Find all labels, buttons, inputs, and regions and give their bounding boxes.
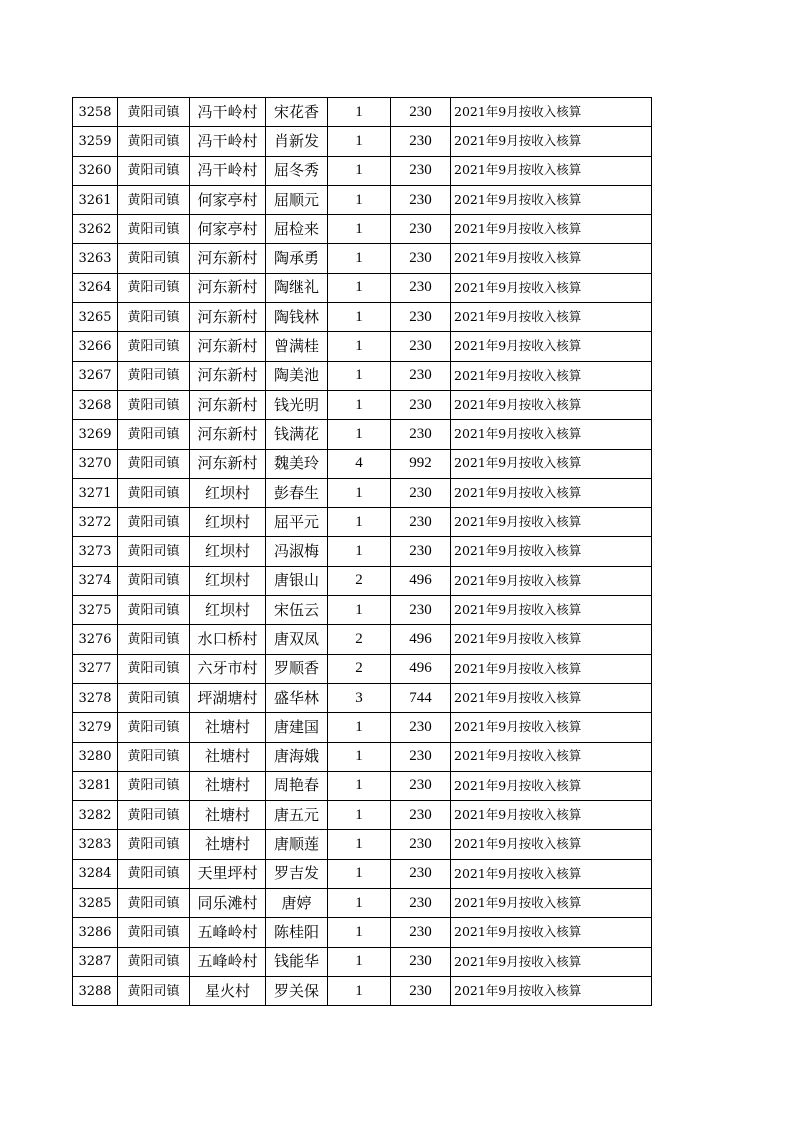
name-cell: 陶美池 [266, 361, 328, 390]
table-row [73, 683, 652, 712]
note-cell: 2021年9月按收入核算 [451, 683, 652, 712]
note-cell: 2021年9月按收入核算 [451, 244, 652, 273]
table-row [73, 244, 652, 273]
village-cell: 河东新村 [190, 273, 266, 302]
amount-cell: 230 [391, 215, 451, 244]
record-id-cell: 3275 [73, 596, 118, 625]
table-row [73, 361, 652, 390]
amount-cell: 230 [391, 742, 451, 771]
record-id-cell: 3273 [73, 537, 118, 566]
amount-cell: 992 [391, 449, 451, 478]
name-cell: 唐顺莲 [266, 830, 328, 859]
household-count-cell: 1 [328, 156, 391, 185]
household-count-cell: 1 [328, 98, 391, 127]
note-cell: 2021年9月按收入核算 [451, 420, 652, 449]
table-row [73, 478, 652, 507]
town-cell: 黄阳司镇 [118, 625, 190, 654]
table-row [73, 215, 652, 244]
household-count-cell: 2 [328, 625, 391, 654]
household-count-cell: 1 [328, 273, 391, 302]
record-id-cell: 3276 [73, 625, 118, 654]
table-row [73, 713, 652, 742]
household-count-cell: 1 [328, 713, 391, 742]
household-count-cell: 1 [328, 420, 391, 449]
name-cell: 唐海娥 [266, 742, 328, 771]
amount-cell: 230 [391, 976, 451, 1005]
note-cell: 2021年9月按收入核算 [451, 478, 652, 507]
household-count-cell: 1 [328, 596, 391, 625]
village-cell: 红坝村 [190, 596, 266, 625]
record-id-cell: 3277 [73, 654, 118, 683]
table-row [73, 420, 652, 449]
note-cell: 2021年9月按收入核算 [451, 273, 652, 302]
record-id-cell: 3283 [73, 830, 118, 859]
record-id-cell: 3260 [73, 156, 118, 185]
amount-cell: 496 [391, 654, 451, 683]
village-cell: 何家亭村 [190, 185, 266, 214]
village-cell: 天里坪村 [190, 859, 266, 888]
name-cell: 唐银山 [266, 566, 328, 595]
name-cell: 陶继礼 [266, 273, 328, 302]
town-cell: 黄阳司镇 [118, 303, 190, 332]
household-count-cell: 1 [328, 332, 391, 361]
table-row [73, 537, 652, 566]
town-cell: 黄阳司镇 [118, 976, 190, 1005]
household-count-cell: 1 [328, 889, 391, 918]
name-cell: 钱能华 [266, 947, 328, 976]
note-cell: 2021年9月按收入核算 [451, 98, 652, 127]
table-row [73, 390, 652, 419]
table-row [73, 303, 652, 332]
village-cell: 河东新村 [190, 303, 266, 332]
town-cell: 黄阳司镇 [118, 185, 190, 214]
note-cell: 2021年9月按收入核算 [451, 889, 652, 918]
note-cell: 2021年9月按收入核算 [451, 303, 652, 332]
record-id-cell: 3269 [73, 420, 118, 449]
note-cell: 2021年9月按收入核算 [451, 947, 652, 976]
amount-cell: 230 [391, 98, 451, 127]
household-count-cell: 1 [328, 478, 391, 507]
village-cell: 冯干岭村 [190, 156, 266, 185]
name-cell: 宋伍云 [266, 596, 328, 625]
note-cell: 2021年9月按收入核算 [451, 976, 652, 1005]
table-row [73, 98, 652, 127]
household-count-cell: 1 [328, 947, 391, 976]
record-id-cell: 3270 [73, 449, 118, 478]
village-cell: 坪湖塘村 [190, 683, 266, 712]
household-count-cell: 1 [328, 976, 391, 1005]
table-row [73, 976, 652, 1005]
amount-cell: 230 [391, 859, 451, 888]
name-cell: 屈检来 [266, 215, 328, 244]
table-row [73, 918, 652, 947]
household-count-cell: 4 [328, 449, 391, 478]
note-cell: 2021年9月按收入核算 [451, 654, 652, 683]
record-id-cell: 3264 [73, 273, 118, 302]
table-row [73, 625, 652, 654]
village-cell: 五峰岭村 [190, 947, 266, 976]
town-cell: 黄阳司镇 [118, 918, 190, 947]
record-id-cell: 3286 [73, 918, 118, 947]
village-cell: 星火村 [190, 976, 266, 1005]
amount-cell: 230 [391, 508, 451, 537]
amount-cell: 230 [391, 596, 451, 625]
amount-cell: 230 [391, 127, 451, 156]
note-cell: 2021年9月按收入核算 [451, 566, 652, 595]
village-cell: 何家亭村 [190, 215, 266, 244]
note-cell: 2021年9月按收入核算 [451, 185, 652, 214]
name-cell: 盛华林 [266, 683, 328, 712]
record-id-cell: 3278 [73, 683, 118, 712]
name-cell: 唐建国 [266, 713, 328, 742]
table-row [73, 889, 652, 918]
name-cell: 屈平元 [266, 508, 328, 537]
name-cell: 罗关保 [266, 976, 328, 1005]
village-cell: 社塘村 [190, 830, 266, 859]
note-cell: 2021年9月按收入核算 [451, 332, 652, 361]
record-id-cell: 3258 [73, 98, 118, 127]
town-cell: 黄阳司镇 [118, 683, 190, 712]
record-id-cell: 3271 [73, 478, 118, 507]
village-cell: 社塘村 [190, 801, 266, 830]
village-cell: 六牙市村 [190, 654, 266, 683]
household-count-cell: 2 [328, 566, 391, 595]
household-count-cell: 1 [328, 303, 391, 332]
village-cell: 冯干岭村 [190, 98, 266, 127]
village-cell: 社塘村 [190, 742, 266, 771]
household-count-cell: 1 [328, 830, 391, 859]
amount-cell: 230 [391, 420, 451, 449]
household-count-cell: 1 [328, 361, 391, 390]
village-cell: 河东新村 [190, 390, 266, 419]
village-cell: 水口桥村 [190, 625, 266, 654]
name-cell: 屈顺元 [266, 185, 328, 214]
town-cell: 黄阳司镇 [118, 449, 190, 478]
table-row [73, 273, 652, 302]
town-cell: 黄阳司镇 [118, 801, 190, 830]
amount-cell: 230 [391, 801, 451, 830]
record-id-cell: 3288 [73, 976, 118, 1005]
table-row [73, 566, 652, 595]
amount-cell: 744 [391, 683, 451, 712]
household-count-cell: 1 [328, 742, 391, 771]
town-cell: 黄阳司镇 [118, 361, 190, 390]
table-row [73, 127, 652, 156]
note-cell: 2021年9月按收入核算 [451, 596, 652, 625]
note-cell: 2021年9月按收入核算 [451, 771, 652, 800]
table-row [73, 742, 652, 771]
amount-cell: 230 [391, 947, 451, 976]
note-cell: 2021年9月按收入核算 [451, 537, 652, 566]
note-cell: 2021年9月按收入核算 [451, 801, 652, 830]
town-cell: 黄阳司镇 [118, 332, 190, 361]
village-cell: 红坝村 [190, 508, 266, 537]
record-id-cell: 3280 [73, 742, 118, 771]
amount-cell: 230 [391, 156, 451, 185]
record-id-cell: 3287 [73, 947, 118, 976]
record-id-cell: 3284 [73, 859, 118, 888]
amount-cell: 230 [391, 771, 451, 800]
household-count-cell: 1 [328, 771, 391, 800]
record-id-cell: 3263 [73, 244, 118, 273]
town-cell: 黄阳司镇 [118, 742, 190, 771]
name-cell: 宋花香 [266, 98, 328, 127]
table-row [73, 830, 652, 859]
name-cell: 唐双凤 [266, 625, 328, 654]
village-cell: 五峰岭村 [190, 918, 266, 947]
amount-cell: 230 [391, 713, 451, 742]
table-row [73, 156, 652, 185]
town-cell: 黄阳司镇 [118, 98, 190, 127]
note-cell: 2021年9月按收入核算 [451, 361, 652, 390]
village-cell: 河东新村 [190, 332, 266, 361]
town-cell: 黄阳司镇 [118, 127, 190, 156]
name-cell: 唐婷 [266, 889, 328, 918]
household-count-cell: 1 [328, 801, 391, 830]
household-count-cell: 1 [328, 859, 391, 888]
table-row [73, 801, 652, 830]
note-cell: 2021年9月按收入核算 [451, 127, 652, 156]
amount-cell: 230 [391, 889, 451, 918]
town-cell: 黄阳司镇 [118, 420, 190, 449]
household-count-cell: 2 [328, 654, 391, 683]
note-cell: 2021年9月按收入核算 [451, 859, 652, 888]
household-count-cell: 1 [328, 127, 391, 156]
record-id-cell: 3285 [73, 889, 118, 918]
town-cell: 黄阳司镇 [118, 537, 190, 566]
record-id-cell: 3274 [73, 566, 118, 595]
town-cell: 黄阳司镇 [118, 859, 190, 888]
record-id-cell: 3265 [73, 303, 118, 332]
village-cell: 红坝村 [190, 566, 266, 595]
village-cell: 社塘村 [190, 713, 266, 742]
town-cell: 黄阳司镇 [118, 713, 190, 742]
table-row [73, 449, 652, 478]
record-id-cell: 3261 [73, 185, 118, 214]
amount-cell: 230 [391, 273, 451, 302]
table-row [73, 596, 652, 625]
amount-cell: 230 [391, 830, 451, 859]
amount-cell: 230 [391, 244, 451, 273]
name-cell: 陶承勇 [266, 244, 328, 273]
household-count-cell: 3 [328, 683, 391, 712]
town-cell: 黄阳司镇 [118, 596, 190, 625]
name-cell: 钱满花 [266, 420, 328, 449]
town-cell: 黄阳司镇 [118, 156, 190, 185]
amount-cell: 230 [391, 478, 451, 507]
household-count-cell: 1 [328, 918, 391, 947]
note-cell: 2021年9月按收入核算 [451, 742, 652, 771]
table-row [73, 654, 652, 683]
note-cell: 2021年9月按收入核算 [451, 508, 652, 537]
record-id-cell: 3262 [73, 215, 118, 244]
name-cell: 罗顺香 [266, 654, 328, 683]
town-cell: 黄阳司镇 [118, 771, 190, 800]
record-id-cell: 3272 [73, 508, 118, 537]
village-cell: 河东新村 [190, 361, 266, 390]
note-cell: 2021年9月按收入核算 [451, 449, 652, 478]
name-cell: 冯淑梅 [266, 537, 328, 566]
village-cell: 河东新村 [190, 420, 266, 449]
village-cell: 红坝村 [190, 478, 266, 507]
note-cell: 2021年9月按收入核算 [451, 918, 652, 947]
village-cell: 同乐滩村 [190, 889, 266, 918]
amount-cell: 230 [391, 537, 451, 566]
record-id-cell: 3267 [73, 361, 118, 390]
village-cell: 红坝村 [190, 537, 266, 566]
amount-cell: 230 [391, 185, 451, 214]
amount-cell: 230 [391, 332, 451, 361]
household-count-cell: 1 [328, 508, 391, 537]
town-cell: 黄阳司镇 [118, 566, 190, 595]
town-cell: 黄阳司镇 [118, 830, 190, 859]
town-cell: 黄阳司镇 [118, 508, 190, 537]
name-cell: 屈冬秀 [266, 156, 328, 185]
table-row [73, 859, 652, 888]
record-id-cell: 3279 [73, 713, 118, 742]
record-id-cell: 3268 [73, 390, 118, 419]
record-id-cell: 3266 [73, 332, 118, 361]
town-cell: 黄阳司镇 [118, 244, 190, 273]
town-cell: 黄阳司镇 [118, 889, 190, 918]
table-row [73, 947, 652, 976]
table-row [73, 185, 652, 214]
name-cell: 罗吉发 [266, 859, 328, 888]
note-cell: 2021年9月按收入核算 [451, 713, 652, 742]
table-row [73, 332, 652, 361]
table-row [73, 771, 652, 800]
record-id-cell: 3281 [73, 771, 118, 800]
town-cell: 黄阳司镇 [118, 390, 190, 419]
town-cell: 黄阳司镇 [118, 478, 190, 507]
amount-cell: 496 [391, 566, 451, 595]
table-body [73, 98, 652, 1006]
village-cell: 河东新村 [190, 244, 266, 273]
amount-cell: 230 [391, 303, 451, 332]
note-cell: 2021年9月按收入核算 [451, 830, 652, 859]
name-cell: 钱光明 [266, 390, 328, 419]
household-count-cell: 1 [328, 390, 391, 419]
name-cell: 陈桂阳 [266, 918, 328, 947]
amount-cell: 496 [391, 625, 451, 654]
records-table [72, 97, 652, 1006]
record-id-cell: 3259 [73, 127, 118, 156]
amount-cell: 230 [391, 390, 451, 419]
name-cell: 肖新发 [266, 127, 328, 156]
town-cell: 黄阳司镇 [118, 215, 190, 244]
record-id-cell: 3282 [73, 801, 118, 830]
town-cell: 黄阳司镇 [118, 273, 190, 302]
village-cell: 冯干岭村 [190, 127, 266, 156]
town-cell: 黄阳司镇 [118, 947, 190, 976]
note-cell: 2021年9月按收入核算 [451, 156, 652, 185]
name-cell: 彭春生 [266, 478, 328, 507]
name-cell: 唐五元 [266, 801, 328, 830]
village-cell: 河东新村 [190, 449, 266, 478]
amount-cell: 230 [391, 918, 451, 947]
note-cell: 2021年9月按收入核算 [451, 215, 652, 244]
note-cell: 2021年9月按收入核算 [451, 390, 652, 419]
village-cell: 社塘村 [190, 771, 266, 800]
town-cell: 黄阳司镇 [118, 654, 190, 683]
name-cell: 曾满桂 [266, 332, 328, 361]
name-cell: 周艳春 [266, 771, 328, 800]
household-count-cell: 1 [328, 215, 391, 244]
table-row [73, 508, 652, 537]
note-cell: 2021年9月按收入核算 [451, 625, 652, 654]
household-count-cell: 1 [328, 185, 391, 214]
household-count-cell: 1 [328, 537, 391, 566]
household-count-cell: 1 [328, 244, 391, 273]
name-cell: 魏美玲 [266, 449, 328, 478]
name-cell: 陶钱林 [266, 303, 328, 332]
amount-cell: 230 [391, 361, 451, 390]
